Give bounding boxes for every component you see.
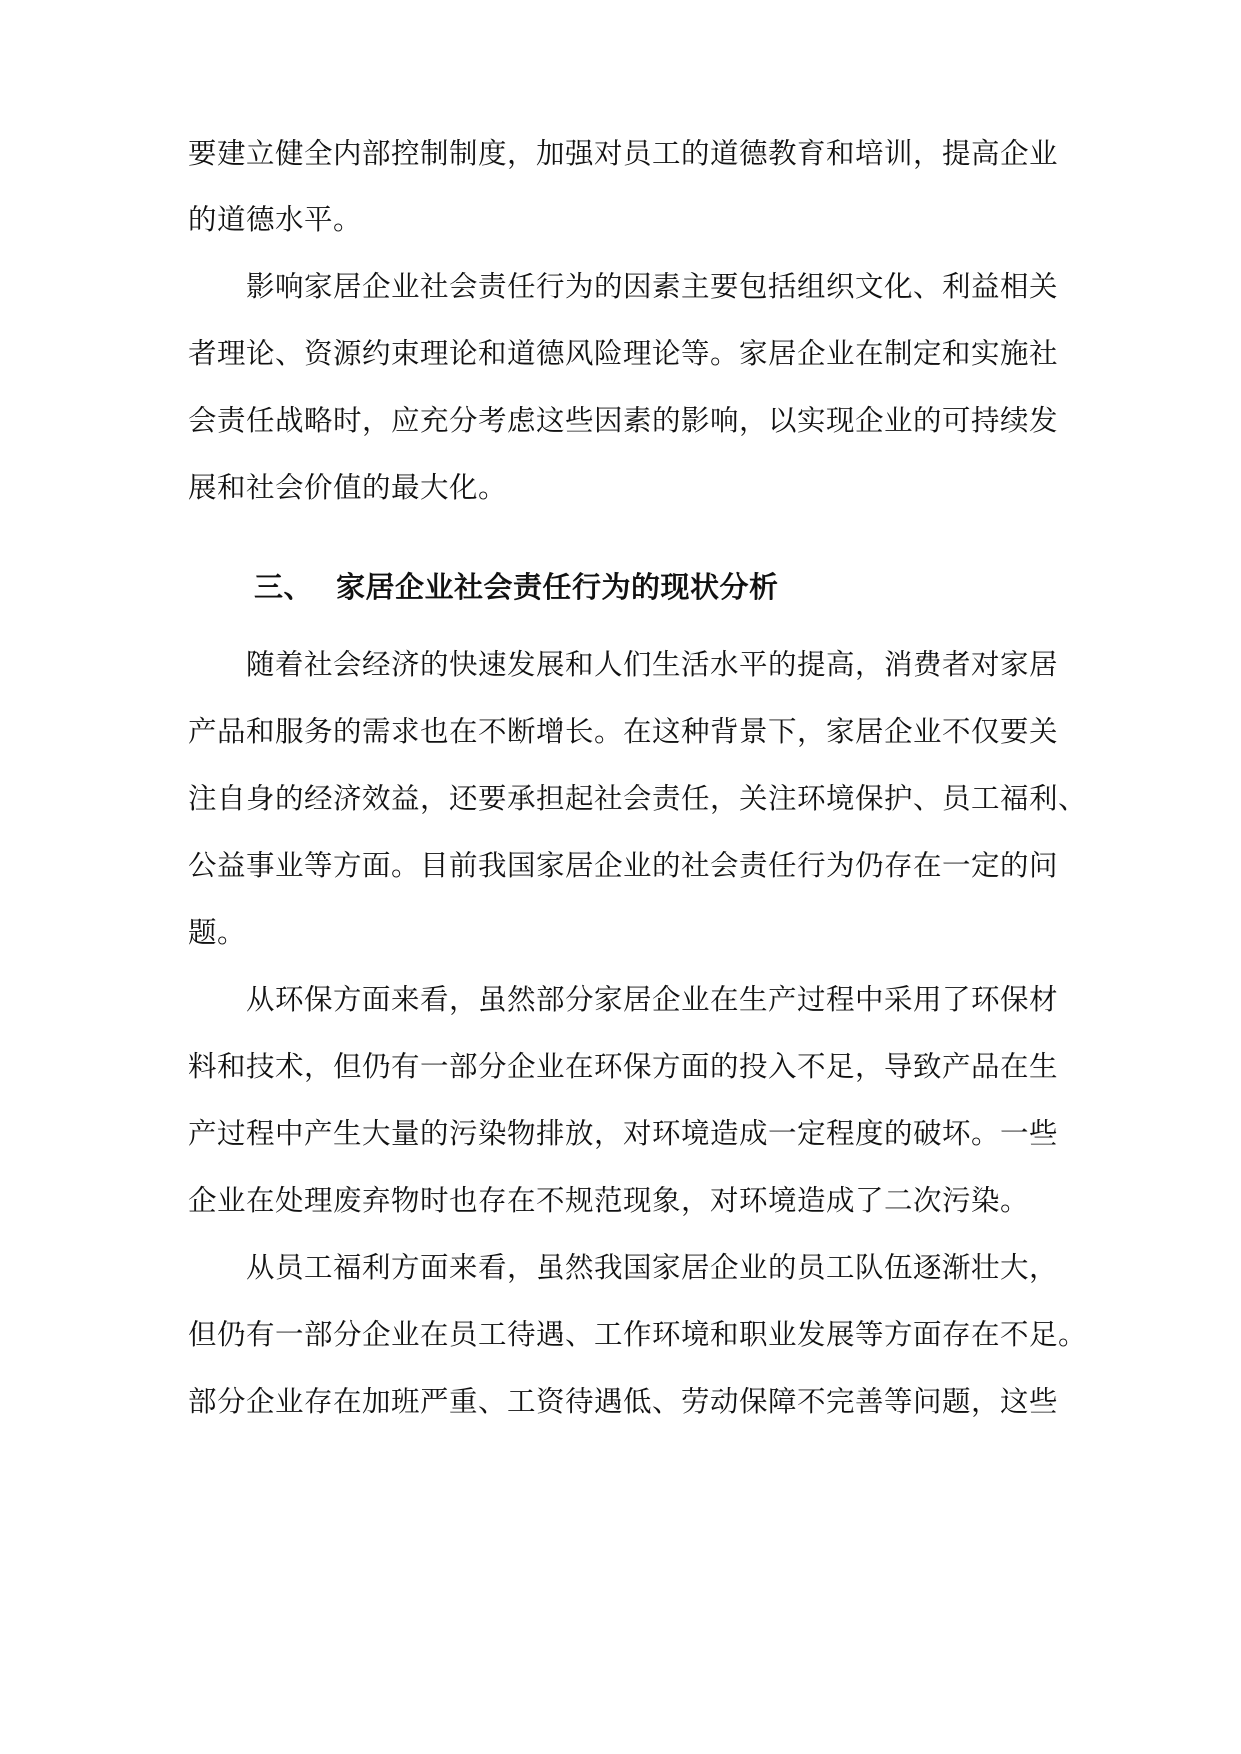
paragraph-line: 料和技术，但仍有一部分企业在环保方面的投入不足，导致产品在生	[188, 1050, 1059, 1083]
paragraph-line: 公益事业等方面。目前我国家居企业的社会责任行为仍存在一定的问	[188, 849, 1059, 882]
paragraph-line: 从环保方面来看，虽然部分家居企业在生产过程中采用了环保材	[246, 983, 1059, 1016]
paragraph-line: 企业在处理废弃物时也存在不规范现象，对环境造成了二次污染。	[188, 1184, 1030, 1217]
section-title: 家居企业社会责任行为的现状分析	[336, 570, 779, 604]
paragraph-line: 会责任战略时，应充分考虑这些因素的影响，以实现企业的可持续发	[188, 404, 1059, 437]
paragraph-line: 注自身的经济效益，还要承担起社会责任，关注环境保护、员工福利、	[188, 782, 1088, 815]
paragraph-line: 随着社会经济的快速发展和人们生活水平的提高，消费者对家居	[246, 648, 1059, 681]
paragraph-line: 的道德水平。	[188, 203, 363, 236]
paragraph-line: 产品和服务的需求也在不断增长。在这种背景下，家居企业不仅要关	[188, 715, 1059, 748]
paragraph-line: 部分企业存在加班严重、工资待遇低、劳动保障不完善等问题，这些	[188, 1385, 1059, 1418]
paragraph-line: 从员工福利方面来看，虽然我国家居企业的员工队伍逐渐壮大，	[246, 1251, 1059, 1284]
paragraph-line: 要建立健全内部控制制度，加强对员工的道德教育和培训，提高企业	[188, 137, 1059, 170]
paragraph-line: 产过程中产生大量的污染物排放，对环境造成一定程度的破坏。一些	[188, 1117, 1059, 1150]
paragraph-line: 者理论、资源约束理论和道德风险理论等。家居企业在制定和实施社	[188, 337, 1059, 370]
paragraph-line: 影响家居企业社会责任行为的因素主要包括组织文化、利益相关	[246, 270, 1059, 303]
section-heading	[254, 567, 779, 607]
paragraph-line: 但仍有一部分企业在员工待遇、工作环境和职业发展等方面存在不足。	[188, 1318, 1088, 1351]
section-number: 三、	[254, 570, 314, 604]
paragraph-line: 展和社会价值的最大化。	[188, 471, 508, 504]
paragraph-line: 题。	[188, 916, 247, 949]
